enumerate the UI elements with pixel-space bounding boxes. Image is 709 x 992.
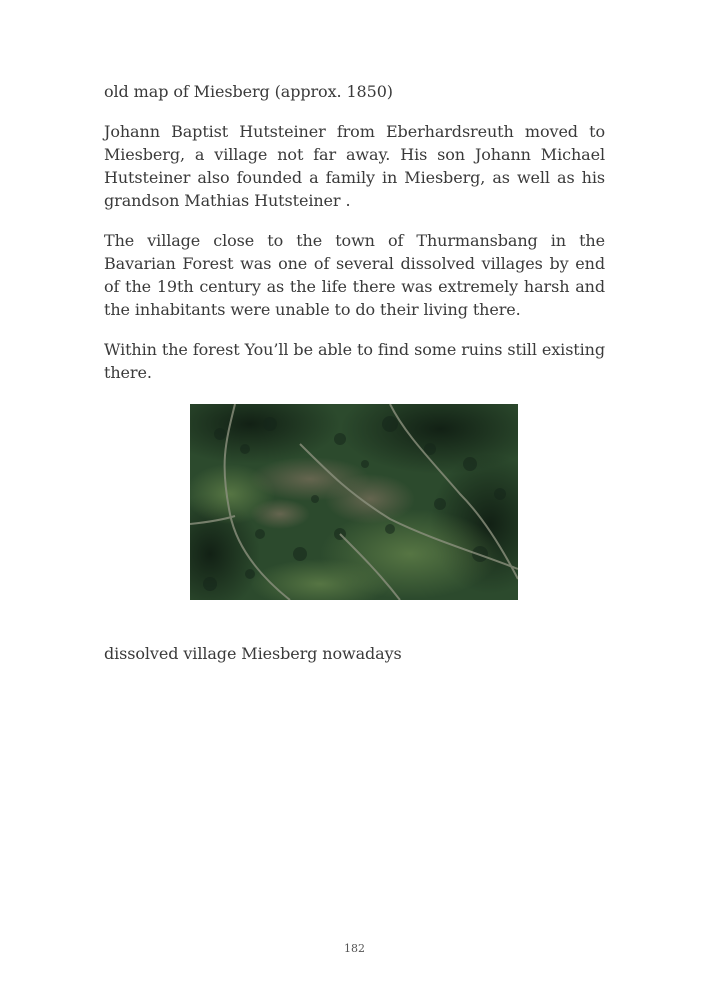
aerial-forest-photo	[190, 404, 518, 600]
page-body	[104, 80, 605, 384]
photo-caption: dissolved village Miesberg nowadays	[104, 644, 402, 663]
map-caption: old map of Miesberg (approx. 1850)	[104, 82, 393, 101]
paragraph-hutsteiner-family: Johann Baptist Hutsteiner from Eberhardsreuth moved to Miesberg, a village not far away. His son Johann Michael Hutsteiner also founded a family in Miesberg, as well as his grandson Mathias Hutsteiner .	[104, 122, 605, 210]
paragraph-dissolved-village: The village close to the town of Thurmansbang in the Bavarian Forest was one of several dissolved villages by end of the 19th century as the life there was extremely harsh and the inhabitants were unable to do their living there.	[104, 231, 605, 319]
paragraph-ruins: Within the forest You’ll be able to find some ruins still existing there.	[104, 340, 605, 382]
page-number: 182	[344, 942, 365, 955]
